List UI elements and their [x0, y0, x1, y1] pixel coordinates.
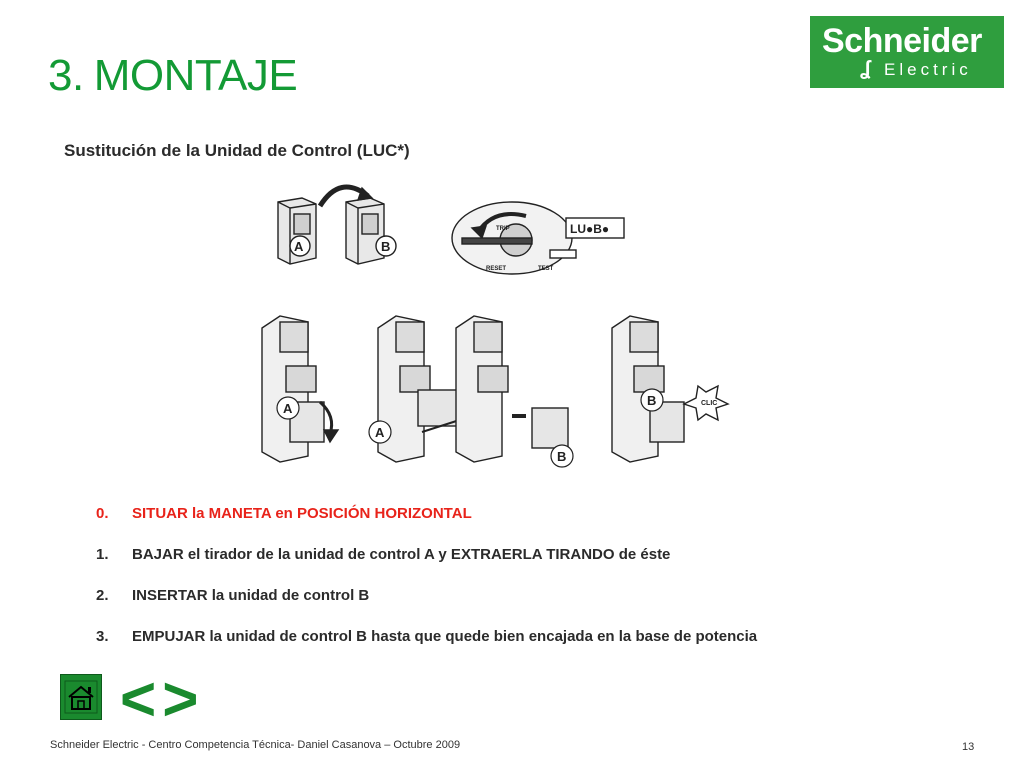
label-a-step1: A — [283, 401, 293, 416]
label-test: TEST — [538, 266, 554, 272]
label-lu: LU●B● — [570, 222, 610, 236]
logo-mark-icon: ʆ — [860, 58, 871, 80]
control-unit-b-illustration — [346, 198, 384, 264]
assembly-diagram — [250, 180, 750, 480]
install-step-1-illustration — [262, 316, 338, 462]
trip-reset-knob-illustration — [452, 202, 624, 274]
label-clic: CLIC — [701, 400, 718, 407]
footer-text: Schneider Electric - Centro Competencia Técnica- Daniel Casanova – Octubre 2009 — [50, 739, 461, 751]
install-step-4-illustration — [612, 316, 728, 462]
install-step-3-illustration — [456, 316, 568, 462]
prev-slide-button[interactable]: < — [120, 665, 163, 734]
step-3: 3. EMPUJAR la unidad de control B hasta que quede bien encajada en la base de potencia — [96, 628, 758, 645]
label-b-step4: B — [647, 393, 657, 408]
title-number: 3. — [48, 51, 84, 100]
label-b-top: B — [381, 239, 391, 254]
next-slide-button[interactable]: > — [162, 665, 205, 734]
nav-arrows — [120, 665, 205, 734]
label-a-top: A — [294, 239, 304, 254]
home-icon — [61, 675, 101, 719]
section-subtitle: Sustitución de la Unidad de Control (LUC*) — [64, 141, 410, 160]
step-1: 1. BAJAR el tirador de la unidad de control A y EXTRAERLA TIRANDO de éste — [96, 546, 671, 563]
instruction-list — [96, 505, 757, 669]
home-button[interactable] — [60, 674, 102, 720]
logo-word-electric: Electric — [884, 60, 972, 79]
label-b-step3: B — [557, 449, 567, 464]
label-a-step2: A — [375, 425, 385, 440]
label-reset: RESET — [486, 266, 507, 272]
schneider-logo — [810, 16, 1004, 88]
logo-word-schneider: Schneider — [822, 22, 982, 60]
page-number: 13 — [962, 741, 975, 753]
title-text: MONTAJE — [93, 51, 298, 100]
page-title — [48, 52, 297, 100]
step-2: 2. INSERTAR la unidad de control B — [96, 587, 370, 604]
step-0: 0. SITUAR la MANETA en POSICIÓN HORIZONTAL — [96, 505, 472, 522]
label-trip: TRIP — [496, 226, 510, 232]
